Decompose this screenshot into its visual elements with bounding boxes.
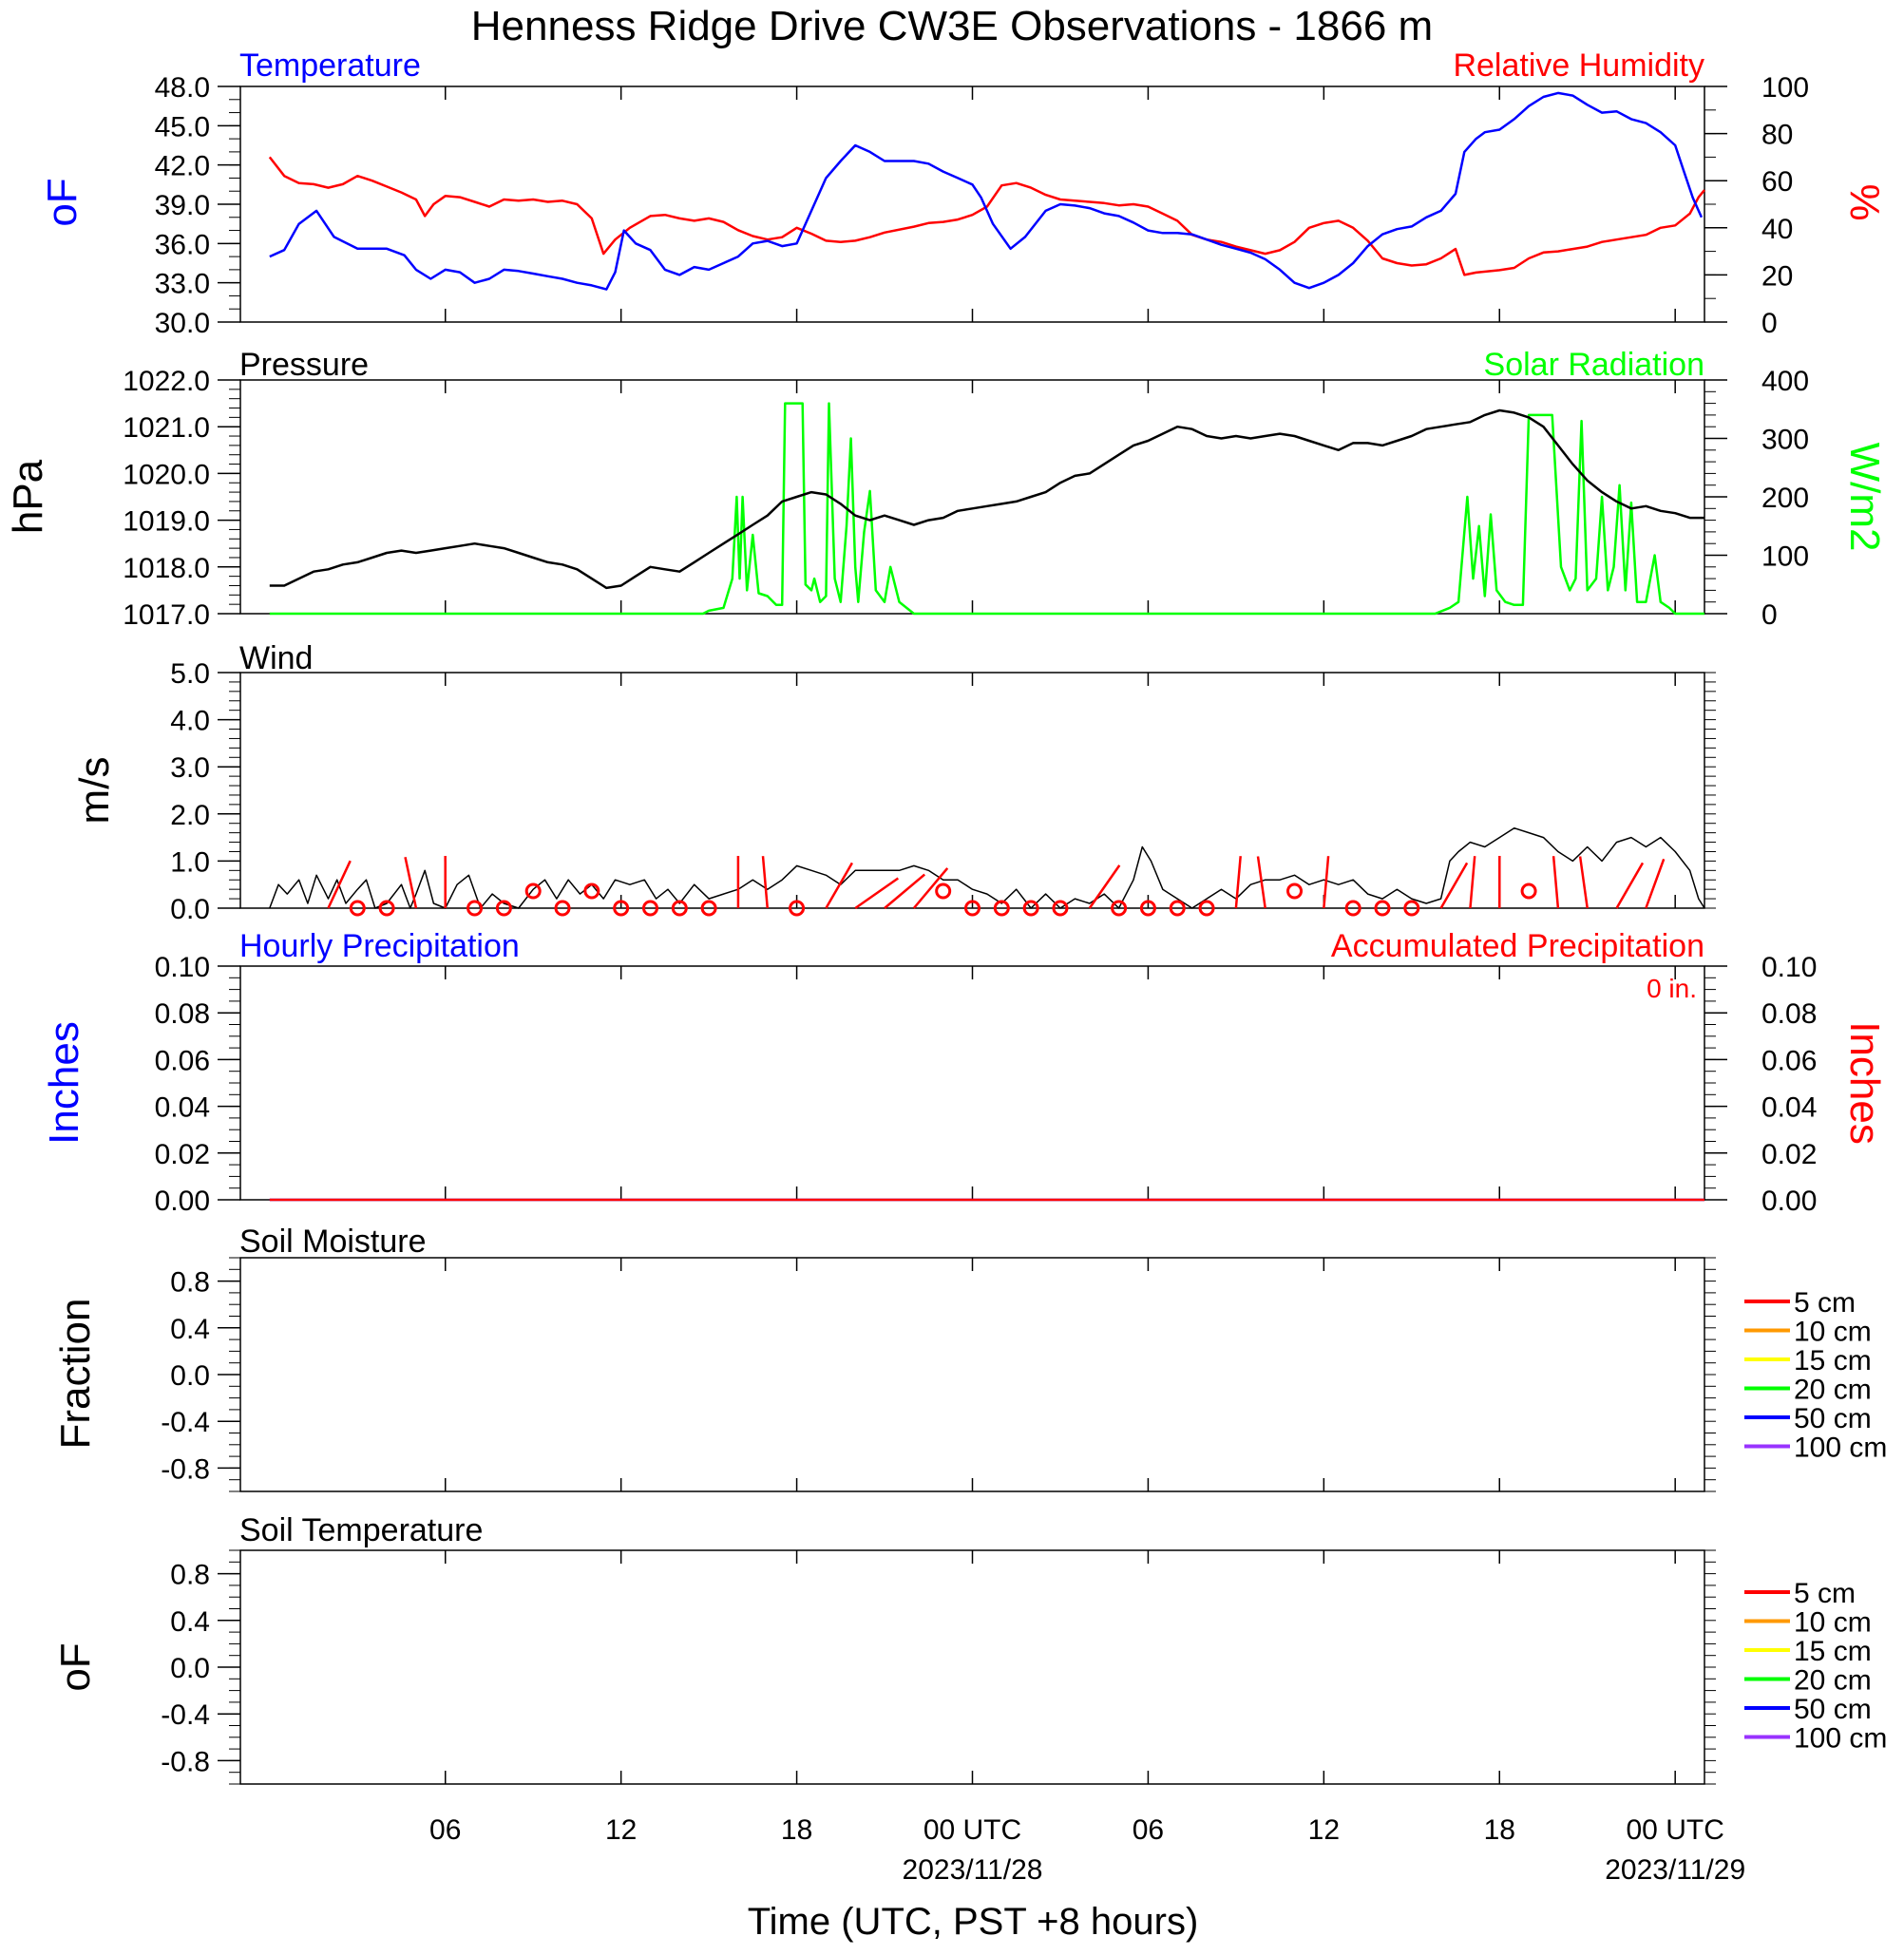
temp-rh-y2tick-label: 80: [1761, 119, 1794, 151]
humidity-line: [270, 157, 1704, 275]
temp-rh-y2tick-label: 0: [1761, 308, 1778, 339]
precip-y2tick-label: 0.04: [1761, 1091, 1818, 1124]
temp-rh-y2tick-label: 100: [1761, 72, 1810, 104]
time-tick-label: 00 UTC: [923, 1814, 1022, 1846]
time-tick-label: 12: [604, 1814, 638, 1846]
temp-unit: oF: [39, 178, 86, 227]
pressure-solar-y2tick-label: 200: [1761, 483, 1810, 514]
soil-moisture-title: Soil Moisture: [239, 1224, 427, 1260]
temp-rh-ytick-label: 39.0: [154, 190, 210, 221]
temp-rh-y2tick-label: 60: [1761, 166, 1794, 199]
precip-frame: [240, 966, 1704, 1200]
precip-y2tick-label: 0.02: [1761, 1138, 1818, 1170]
precip-ytick-label: 0.00: [154, 1186, 210, 1217]
time-tick-label: 12: [1307, 1814, 1341, 1846]
time-tick-label: 06: [1132, 1814, 1165, 1846]
panel-soil-temp: [52, 1512, 483, 1692]
wind-ytick-label: 5.0: [170, 658, 210, 690]
soil-moisture-legend-label: 20 cm: [1794, 1374, 1872, 1406]
time-date-label: 2023/11/29: [1605, 1854, 1746, 1886]
precip-y2tick-label: 0.08: [1761, 998, 1818, 1031]
soil-temp-legend-label: 10 cm: [1794, 1606, 1872, 1639]
wind-ytick-label: 4.0: [170, 705, 210, 737]
soil-temp-unit: oF: [52, 1642, 99, 1692]
pressure-solar-ytick-label: 1021.0: [123, 412, 210, 445]
soil-temp-frame: [240, 1550, 1704, 1784]
wind-barb: [1553, 856, 1558, 908]
soil-moisture-ytick-label: 0.4: [170, 1313, 210, 1345]
temp-rh-frame: [240, 86, 1704, 322]
time-tick-label: 18: [1483, 1814, 1515, 1846]
precip-y2tick-label: 0.06: [1761, 1045, 1818, 1077]
precip-ytick-label: 0.04: [154, 1091, 210, 1124]
wind-speed-line: [270, 828, 1704, 908]
soil-moisture-unit: Fraction: [52, 1298, 99, 1450]
soil-temp-legend-label: 50 cm: [1794, 1694, 1872, 1725]
soil-temp-ytick-label: 0.0: [170, 1653, 210, 1684]
pressure-solar-ytick-label: 1022.0: [123, 366, 210, 397]
wind-barb: [1470, 856, 1475, 908]
time-axis-label: Time (UTC, PST +8 hours): [747, 1901, 1199, 1943]
wind-title: Wind: [239, 640, 314, 676]
soil-temp-ytick-label: 0.4: [170, 1605, 210, 1638]
wind-unit: m/s: [71, 756, 118, 825]
solar-title: Solar Radiation: [1483, 347, 1704, 383]
temp-rh-ytick-label: 48.0: [154, 72, 210, 104]
solar-radiation-line: [270, 404, 1704, 614]
soil-temp-ytick-label: -0.8: [161, 1746, 210, 1778]
temperature-line: [270, 93, 1702, 290]
wind-ytick-label: 3.0: [170, 752, 210, 785]
pressure-solar-y2tick-label: 0: [1761, 599, 1778, 631]
time-tick-label: 18: [780, 1814, 813, 1846]
time-tick-label: 06: [429, 1814, 462, 1846]
pressure-solar-ytick-label: 1017.0: [123, 599, 210, 631]
calm-wind-marker: [1522, 884, 1535, 898]
hourly-precip-title: Hourly Precipitation: [239, 928, 520, 964]
soil-moisture-ytick-label: 0.0: [170, 1360, 210, 1392]
soil-temp-legend-label: 15 cm: [1794, 1636, 1872, 1667]
pressure-title: Pressure: [239, 347, 370, 383]
soil-moisture-legend-label: 100 cm: [1794, 1432, 1888, 1464]
time-tick-label: 00 UTC: [1626, 1814, 1724, 1846]
soil-temp-title: Soil Temperature: [239, 1512, 484, 1548]
wind-ytick-label: 1.0: [170, 846, 210, 879]
panel-pressure-solar: [5, 347, 1888, 551]
pressure-solar-y2tick-label: 400: [1761, 366, 1810, 397]
soil-moisture-legend-label: 10 cm: [1794, 1316, 1872, 1348]
temp-rh-ytick-label: 36.0: [154, 229, 210, 261]
soil-temp-legend-label: 20 cm: [1794, 1664, 1872, 1697]
soil-moisture-legend-label: 50 cm: [1794, 1403, 1872, 1434]
precip-y2tick-label: 0.10: [1761, 952, 1818, 983]
wind-barb: [914, 868, 947, 908]
temp-rh-y2tick-label: 40: [1761, 213, 1794, 245]
precip-ytick-label: 0.08: [154, 998, 210, 1031]
time-date-label: 2023/11/28: [902, 1854, 1043, 1886]
pressure-solar-y2tick-label: 100: [1761, 541, 1810, 573]
solar-unit: W/m2: [1841, 442, 1888, 552]
soil-moisture-ytick-label: -0.8: [161, 1453, 210, 1486]
soil-temp-legend-label: 5 cm: [1794, 1578, 1856, 1609]
rh-unit: %: [1841, 183, 1888, 221]
accum-precip-title: Accumulated Precipitation: [1330, 928, 1704, 964]
wind-frame: [240, 673, 1704, 908]
soil-temp-ytick-label: -0.4: [161, 1699, 210, 1732]
precip-ytick-label: 0.02: [154, 1138, 210, 1170]
temp-rh-ytick-label: 30.0: [154, 308, 210, 339]
precip-ytick-label: 0.06: [154, 1045, 210, 1077]
soil-moisture-frame: [240, 1258, 1704, 1491]
soil-temp-ytick-label: 0.8: [170, 1559, 210, 1591]
pressure-solar-y2tick-label: 300: [1761, 424, 1810, 456]
temp-rh-ytick-label: 33.0: [154, 268, 210, 300]
pressure-solar-ytick-label: 1020.0: [123, 459, 210, 491]
pressure-line: [270, 410, 1704, 588]
accum-precip-value: 0 in.: [1647, 974, 1697, 1003]
temp-title: Temperature: [239, 47, 421, 84]
temp-rh-y2tick-label: 20: [1761, 260, 1794, 293]
calm-wind-marker: [1288, 884, 1302, 898]
panel-temp-rh: [39, 47, 1888, 227]
hourly-precip-unit: Inches: [41, 1021, 87, 1145]
calm-wind-marker: [526, 884, 540, 898]
wind-barb: [1617, 863, 1643, 908]
soil-moisture-ytick-label: 0.8: [170, 1266, 210, 1299]
pressure-solar-ytick-label: 1019.0: [123, 505, 210, 538]
wind-barb: [826, 863, 852, 908]
temp-rh-ytick-label: 45.0: [154, 111, 210, 143]
wind-barb: [1580, 857, 1588, 909]
soil-moisture-legend-label: 5 cm: [1794, 1287, 1856, 1319]
accum-precip-unit: Inches: [1841, 1021, 1888, 1145]
calm-wind-marker: [937, 884, 950, 898]
rh-title: Relative Humidity: [1453, 47, 1704, 84]
wind-barb: [1236, 856, 1241, 908]
pressure-solar-ytick-label: 1018.0: [123, 552, 210, 584]
panel-precip: [41, 928, 1888, 1145]
wind-barb: [1441, 863, 1467, 908]
temp-rh-ytick-label: 42.0: [154, 150, 210, 182]
wind-barb: [1646, 859, 1664, 908]
wind-barb: [763, 856, 768, 908]
wind-barb: [1323, 856, 1328, 908]
wind-ytick-label: 2.0: [170, 799, 210, 831]
pressure-unit: hPa: [5, 459, 51, 535]
soil-moisture-ytick-label: -0.4: [161, 1407, 210, 1439]
chart-title: Henness Ridge Drive CW3E Observations - 1866 m: [470, 3, 1434, 49]
soil-temp-legend-label: 100 cm: [1794, 1722, 1888, 1755]
soil-moisture-legend-label: 15 cm: [1794, 1345, 1872, 1376]
precip-ytick-label: 0.10: [154, 952, 210, 983]
precip-y2tick-label: 0.00: [1761, 1186, 1818, 1217]
wind-ytick-label: 0.0: [170, 894, 210, 925]
